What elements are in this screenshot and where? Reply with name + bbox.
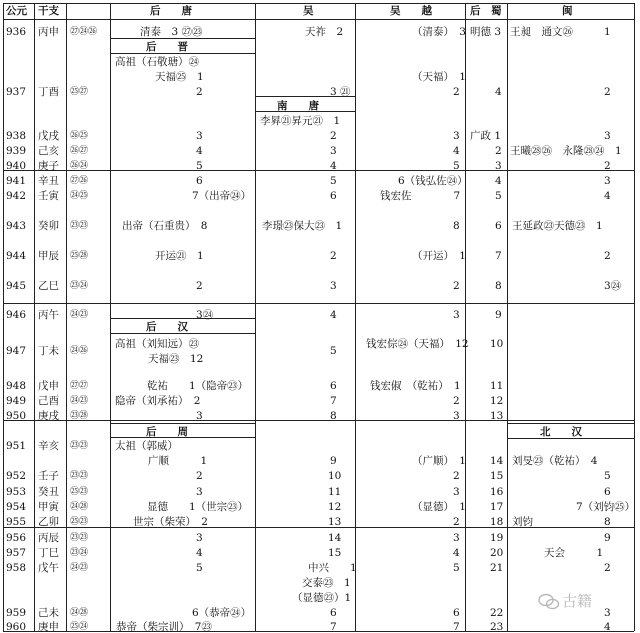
- cell-text: 7: [453, 621, 460, 633]
- row-month-days: ㉔㉘: [70, 608, 89, 618]
- cell-text: 开运㉑ 1: [155, 250, 204, 262]
- row-month-days: ㉕㉓: [70, 517, 89, 527]
- cell-text: 隐帝（刘承祐） 2: [115, 395, 201, 407]
- row-ganzhi: 甲寅: [38, 501, 59, 513]
- row-year: 939: [6, 145, 27, 157]
- cell-text: 3: [196, 486, 203, 498]
- cell-text: 5: [330, 345, 337, 357]
- cell-text: 3㉔: [604, 280, 622, 292]
- cell-text: 高祖（石敬瑭）㉔: [115, 56, 199, 68]
- cell-text: 3: [495, 160, 502, 172]
- rule-h: [3, 19, 634, 20]
- cell-text: 3: [604, 175, 611, 187]
- cell-text: 4: [196, 547, 203, 559]
- cell-text: 8: [604, 516, 611, 528]
- watermark-text: 古籍: [562, 592, 593, 610]
- cell-text: 3: [453, 130, 460, 142]
- cell-text: 8: [453, 220, 460, 232]
- row-year: 958: [6, 562, 27, 574]
- cell-text: 广政 1: [470, 130, 502, 142]
- row-ganzhi: 乙卯: [38, 516, 59, 528]
- cell-text: 2: [604, 86, 611, 98]
- row-ganzhi: 戊申: [38, 380, 59, 392]
- row-year: 948: [6, 380, 27, 392]
- cell-text: 交泰㉓ 1: [302, 577, 351, 589]
- cell-text: 天福㉕ 1: [155, 71, 204, 83]
- row-month-days: ㉕㉗: [70, 87, 89, 97]
- cell-text: 世宗（柴荣） 2: [133, 516, 208, 528]
- cell-text: 12: [328, 501, 342, 513]
- row-ganzhi: 己酉: [38, 395, 59, 407]
- row-year: 944: [6, 250, 27, 262]
- cell-text: 11: [328, 486, 342, 498]
- row-year: 947: [6, 345, 27, 357]
- cell-text: （开运） 1: [412, 250, 466, 262]
- cell-text: 13: [328, 516, 342, 528]
- cell-text: 4: [196, 145, 203, 157]
- dynasty-header: 后 汉: [146, 321, 188, 333]
- cell-text: 22: [490, 607, 504, 619]
- cell-text: 7: [330, 621, 337, 633]
- row-ganzhi: 乙巳: [38, 280, 59, 292]
- cell-text: （显德） 1: [412, 501, 466, 513]
- cell-text: 6: [330, 380, 337, 392]
- dynasty-header: 后 晋: [146, 41, 188, 53]
- cell-text: 王延政㉓天德㉓ 1: [512, 220, 603, 232]
- row-year: 953: [6, 486, 27, 498]
- row-ganzhi: 辛丑: [38, 175, 59, 187]
- cell-text: 10: [490, 338, 504, 350]
- cell-text: 3㉔: [196, 309, 214, 321]
- header-later-tang: 后 唐: [150, 5, 192, 17]
- cell-text: 刘旻㉓（乾祐） 4: [512, 455, 598, 467]
- rule-h: [110, 333, 255, 334]
- cell-text: 8: [330, 410, 337, 422]
- cell-text: 5: [330, 175, 337, 187]
- header-min: 闽: [562, 5, 573, 17]
- cell-text: 5: [196, 160, 203, 172]
- cell-text: （清泰） 3: [412, 26, 466, 38]
- row-month-days: ㉔㉖: [70, 346, 89, 356]
- cell-text: 王昶 通文㉖: [510, 26, 573, 38]
- cell-text: 17: [490, 501, 504, 513]
- cell-text: 2: [604, 250, 611, 262]
- row-ganzhi: 戊午: [38, 562, 59, 574]
- row-year: 940: [6, 160, 27, 172]
- cell-text: 2: [453, 280, 460, 292]
- row-month-days: ㉓㉔: [70, 281, 89, 291]
- cell-text: 王曦㉘㉖ 永隆㉘㉔ 1: [510, 145, 622, 157]
- row-ganzhi: 癸卯: [38, 220, 59, 232]
- cell-text: 12: [490, 395, 504, 407]
- cell-text: 6: [495, 220, 502, 232]
- cell-text: 3: [196, 532, 203, 544]
- cell-text: （广顺） 1: [412, 455, 466, 467]
- row-month-days: ㉗㉗: [70, 381, 89, 391]
- cell-text: （显德㉓）1: [292, 592, 352, 604]
- cell-text: 15: [490, 470, 504, 482]
- cell-text: 6: [604, 486, 611, 498]
- rule-v: [465, 3, 466, 631]
- cell-text: 15: [328, 547, 342, 559]
- row-year: 954: [6, 501, 27, 513]
- cell-text: 清泰 3 ㉗㉓: [140, 26, 203, 38]
- cell-text: 乾祐 1（隐帝㉓）: [147, 380, 249, 392]
- cell-text: 3: [453, 309, 460, 321]
- cell-text: 2: [453, 470, 460, 482]
- cell-text: 5: [495, 190, 502, 202]
- rule-h: [3, 170, 634, 171]
- cell-text: 19: [490, 532, 504, 544]
- rule-v: [34, 3, 35, 631]
- cell-text: 4: [453, 547, 460, 559]
- cell-text: 2: [453, 86, 460, 98]
- cell-text: 3: [453, 532, 460, 544]
- cell-text: 7（刘钧㉕）: [576, 501, 636, 513]
- cell-text: 钱宏倧㉔（天福） 12: [366, 338, 469, 350]
- rule-h: [3, 3, 634, 4]
- cell-text: 9: [495, 309, 502, 321]
- row-year: 950: [6, 410, 27, 422]
- row-month-days: ㉕㉓: [70, 487, 89, 497]
- cell-text: 4: [453, 145, 460, 157]
- row-year: 946: [6, 309, 27, 321]
- cell-text: 3: [604, 130, 611, 142]
- cell-text: （天福） 1: [412, 71, 466, 83]
- row-month-days: ㉔㉓: [70, 310, 89, 320]
- cell-text: 天祚 2: [305, 26, 344, 38]
- row-year: 959: [6, 607, 27, 619]
- header-wuyue: 吴 越: [390, 5, 432, 17]
- row-year: 936: [6, 26, 27, 38]
- row-month-days: ㉗㉔㉖: [70, 27, 98, 37]
- cell-text: 2: [453, 395, 460, 407]
- cell-text: 恭帝（柴宗训） 7㉓: [116, 621, 212, 633]
- row-ganzhi: 丁未: [38, 345, 59, 357]
- cell-text: 钱宏俶 （乾祐） 1: [370, 380, 461, 392]
- cell-text: 5: [604, 470, 611, 482]
- cell-text: 14: [328, 532, 342, 544]
- row-year: 955: [6, 516, 27, 528]
- row-month-days: ㉓㉔: [70, 548, 89, 558]
- cell-text: 2: [453, 516, 460, 528]
- rule-h: [110, 423, 255, 424]
- row-year: 937: [6, 86, 27, 98]
- wechat-icon: [538, 593, 560, 611]
- cell-text: 钱宏佐 7: [380, 190, 461, 202]
- cell-text: 明德 3: [470, 26, 502, 38]
- header-later-shu: 后 蜀: [470, 5, 502, 17]
- row-month-days: ㉕㉔: [70, 622, 89, 632]
- row-year: 960: [6, 621, 27, 633]
- cell-text: 18: [490, 516, 504, 528]
- dynasty-header: 北 汉: [540, 426, 582, 438]
- row-month-days: ㉕㉘: [70, 251, 89, 261]
- dynasty-header: 后 周: [146, 426, 188, 438]
- cell-text: 6: [330, 190, 337, 202]
- row-month-days: ㉔㉘: [70, 502, 89, 512]
- cell-text: 16: [490, 486, 504, 498]
- row-month-days: ㉗㉖: [70, 176, 89, 186]
- rule-v: [110, 3, 111, 631]
- rule-v: [507, 3, 508, 631]
- cell-text: 20: [490, 547, 504, 559]
- header-year: 公元: [6, 5, 27, 17]
- row-month-days: ㉔㉕: [70, 191, 89, 201]
- cell-text: 8: [495, 280, 502, 292]
- rule-h: [3, 303, 634, 304]
- cell-text: 13: [490, 410, 504, 422]
- row-ganzhi: 丙午: [38, 309, 59, 321]
- row-ganzhi: 丙辰: [38, 532, 59, 544]
- rule-v: [634, 3, 635, 631]
- row-month-days: ㉓㉓: [70, 471, 89, 481]
- cell-text: 2: [604, 562, 611, 574]
- cell-text: 9: [330, 455, 337, 467]
- cell-text: 3: [330, 280, 337, 292]
- cell-text: 3: [453, 410, 460, 422]
- cell-text: 9: [604, 532, 611, 544]
- cell-text: 中兴 1: [308, 562, 357, 574]
- cell-text: 23: [490, 621, 504, 633]
- rule-h: [3, 527, 634, 528]
- row-ganzhi: 丁酉: [38, 86, 59, 98]
- cell-text: 4: [495, 175, 502, 187]
- row-ganzhi: 庚子: [38, 160, 59, 172]
- row-month-days: ㉖㉔: [70, 161, 89, 171]
- row-month-days: ㉓㉘: [70, 411, 89, 421]
- cell-text: 刘钧: [512, 516, 533, 528]
- row-year: 938: [6, 130, 27, 142]
- cell-text: 3: [196, 130, 203, 142]
- cell-text: 7（出帝㉔）: [192, 190, 252, 202]
- cell-text: 14: [490, 455, 504, 467]
- dynasty-header: 南 唐: [277, 100, 319, 112]
- cell-text: 21: [490, 562, 504, 574]
- cell-text: 4: [604, 190, 611, 202]
- row-ganzhi: 壬子: [38, 470, 59, 482]
- cell-text: 5: [453, 160, 460, 172]
- row-ganzhi: 庚申: [38, 621, 59, 633]
- row-ganzhi: 庚戌: [38, 410, 59, 422]
- cell-text: 11: [490, 380, 504, 392]
- header-ganzhi: 干支: [38, 5, 59, 17]
- header-wu: 吴: [303, 5, 314, 17]
- cell-text: 5: [453, 562, 460, 574]
- cell-text: 出帝（石重贵） 8: [122, 220, 208, 232]
- cell-text: 3: [604, 607, 611, 619]
- rule-v: [66, 3, 67, 631]
- cell-text: 4: [330, 309, 337, 321]
- row-month-days: ㉖㉕: [70, 131, 89, 141]
- cell-text: 2: [604, 160, 611, 172]
- row-year: 945: [6, 280, 27, 292]
- cell-text: 李昪㉑昇元㉑ 1: [260, 115, 341, 127]
- cell-text: 6: [330, 607, 337, 619]
- row-month-days: ㉖㉗: [70, 146, 89, 156]
- rule-h: [507, 438, 634, 439]
- cell-text: 4: [604, 621, 611, 633]
- row-month-days: ㉔㉓: [70, 563, 89, 573]
- cell-text: 李璟㉓保大㉓ 1: [262, 220, 343, 232]
- cell-text: 3: [330, 145, 337, 157]
- row-ganzhi: 丙申: [38, 26, 59, 38]
- row-ganzhi: 己未: [38, 607, 59, 619]
- row-year: 942: [6, 190, 27, 202]
- cell-text: 4: [495, 86, 502, 98]
- row-ganzhi: 癸丑: [38, 486, 59, 498]
- row-year: 957: [6, 547, 27, 559]
- watermark: [538, 590, 592, 611]
- cell-text: 2: [196, 280, 203, 292]
- rule-v: [355, 3, 356, 631]
- row-year: 952: [6, 470, 27, 482]
- cell-text: 7: [495, 250, 502, 262]
- row-month-days: ㉔㉓: [70, 396, 89, 406]
- cell-text: 高祖（刘知远）㉓: [115, 338, 199, 350]
- row-year: 956: [6, 532, 27, 544]
- row-month-days: ㉓㉓: [70, 221, 89, 231]
- rule-h: [507, 423, 634, 424]
- cell-text: 10: [328, 470, 342, 482]
- row-ganzhi: 丁巳: [38, 547, 59, 559]
- cell-text: 6: [453, 607, 460, 619]
- cell-text: 天福㉓ 12: [148, 353, 204, 365]
- row-ganzhi: 辛亥: [38, 440, 59, 452]
- cell-text: 天会 1: [544, 547, 604, 559]
- cell-text: 太祖（郭威）: [115, 440, 178, 452]
- row-year: 949: [6, 395, 27, 407]
- row-ganzhi: 戊戌: [38, 130, 59, 142]
- rule-v: [255, 3, 256, 631]
- cell-text: 4: [330, 160, 337, 172]
- row-ganzhi: 甲辰: [38, 250, 59, 262]
- rule-v: [3, 3, 4, 631]
- cell-text: 2: [330, 250, 337, 262]
- row-year: 943: [6, 220, 27, 232]
- cell-text: 6: [196, 175, 203, 187]
- cell-text: 6（恭帝㉔）: [192, 607, 252, 619]
- rule-h: [110, 318, 255, 319]
- rule-h: [3, 420, 634, 421]
- rule-h: [110, 38, 255, 39]
- row-month-days: ㉓㉓: [70, 533, 89, 543]
- cell-text: 2: [495, 145, 502, 157]
- cell-text: 广顺 1: [148, 455, 208, 467]
- row-year: 951: [6, 440, 27, 452]
- cell-text: 5: [196, 562, 203, 574]
- cell-text: 2: [196, 86, 203, 98]
- row-ganzhi: 壬寅: [38, 190, 59, 202]
- cell-text: 1: [604, 26, 611, 38]
- cell-text: 3: [453, 486, 460, 498]
- row-year: 941: [6, 175, 27, 187]
- cell-text: 显德 1（世宗㉓）: [147, 501, 249, 513]
- row-month-days: ㉓㉓: [70, 441, 89, 451]
- cell-text: 7: [330, 395, 337, 407]
- row-ganzhi: 己亥: [38, 145, 59, 157]
- cell-text: 3 ㉑: [330, 86, 351, 98]
- cell-text: 2: [330, 130, 337, 142]
- cell-text: 2: [196, 470, 203, 482]
- cell-text: 3: [196, 410, 203, 422]
- rule-h: [110, 53, 255, 54]
- cell-text: 6（钱弘佐㉔）: [398, 175, 468, 187]
